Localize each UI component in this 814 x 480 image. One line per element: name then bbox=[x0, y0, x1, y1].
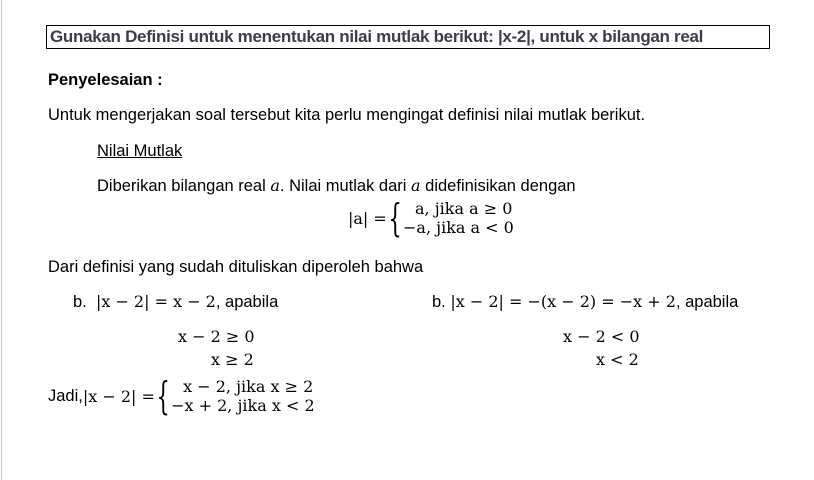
problem-title: Gunakan Definisi untuk menentukan nilai mutlak berikut: |x-2|, untuk x bilangan real bbox=[46, 25, 770, 49]
case-left-formula: b. |x − 2| = x − 2, apabila bbox=[73, 292, 279, 311]
left-brace-icon: { bbox=[388, 196, 402, 240]
case-left-condition-1: x − 2 ≥ 0 bbox=[178, 327, 255, 346]
case-right-condition-1: x − 2 < 0 bbox=[563, 327, 640, 346]
left-brace-icon: { bbox=[156, 374, 170, 418]
definition-text: Diberikan bilangan real a. Nilai mutlak dari a didefinisikan dengan bbox=[97, 176, 576, 195]
case-right-condition-2: x < 2 bbox=[596, 350, 639, 369]
absolute-value-definition: |a| = { a, jika a ≥ 0 −a, jika a < 0 bbox=[348, 196, 514, 240]
case-right-formula: b. |x − 2| = −(x − 2) = −x + 2, apabila bbox=[432, 292, 739, 311]
solution-heading: Penyelesaian : bbox=[48, 71, 163, 89]
page-left-edge bbox=[1, 0, 2, 480]
derived-text: Dari definisi yang sudah dituliskan diperoleh bahwa bbox=[48, 258, 424, 276]
intro-text: Untuk mengerjakan soal tersebut kita perlu mengingat definisi nilai mutlak berikut. bbox=[48, 106, 646, 124]
case-left-condition-2: x ≥ 2 bbox=[211, 350, 254, 369]
conclusion: Jadi, |x − 2| = { x − 2, jika x ≥ 2 −x + 2, jika x < 2 bbox=[48, 374, 315, 418]
definition-heading: Nilai Mutlak bbox=[97, 142, 183, 160]
